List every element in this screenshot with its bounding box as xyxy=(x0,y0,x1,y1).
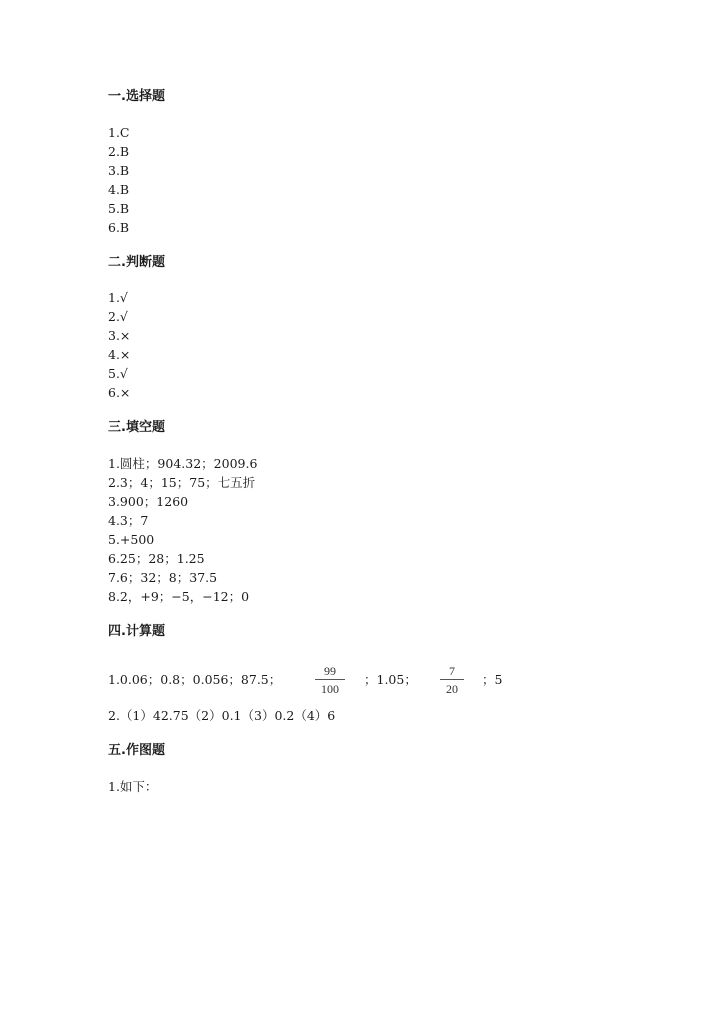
answer-line: 6.× xyxy=(108,385,131,400)
answer-line: 5.+500 xyxy=(108,532,155,547)
answer-line: 1.C xyxy=(108,125,130,140)
calc-line-2: 2.（1）42.75（2）0.1（3）0.2（4）6 xyxy=(108,708,336,723)
section-heading-judgement: 二.判断题 xyxy=(108,255,165,270)
section-heading-calculation: 四.计算题 xyxy=(108,624,165,639)
section-heading-fill-blank: 三.填空题 xyxy=(108,420,165,435)
answer-line: 5.√ xyxy=(108,366,128,381)
answer-line: 1.圆柱；904.32；2009.6 xyxy=(108,456,258,471)
calc-line-1-part3: ；5 xyxy=(482,672,503,687)
calc-line-1-part1: 1.0.06；0.8；0.056；87.5； xyxy=(108,672,282,687)
answer-line: 2.√ xyxy=(108,309,128,324)
answer-line: 4.B xyxy=(108,182,130,197)
answer-line: 7.6；32；8；37.5 xyxy=(108,570,218,585)
answer-line: 3.B xyxy=(108,163,130,178)
fraction-numerator: 7 xyxy=(449,664,455,678)
answer-line: 1.√ xyxy=(108,290,128,305)
fraction-7-20 xyxy=(440,664,464,696)
fraction-99-100 xyxy=(315,664,345,696)
answer-line: 3.× xyxy=(108,328,131,343)
answer-line: 5.B xyxy=(108,201,130,216)
answer-line: 3.900；1260 xyxy=(108,494,189,509)
fraction-denominator: 100 xyxy=(321,682,339,696)
fraction-bar xyxy=(440,679,464,680)
answer-line: 2.3；4；15；75；七五折 xyxy=(108,475,256,490)
fraction-numerator: 99 xyxy=(324,664,336,678)
answer-line: 6.25；28；1.25 xyxy=(108,551,205,566)
answer-line: 4.3；7 xyxy=(108,513,149,528)
answer-line: 1.如下： xyxy=(108,779,158,794)
answer-line: 2.B xyxy=(108,144,130,159)
section-heading-drawing: 五.作图题 xyxy=(108,743,165,758)
answer-line: 4.× xyxy=(108,347,131,362)
answer-line: 6.B xyxy=(108,220,130,235)
fraction-bar xyxy=(315,679,345,680)
answer-line: 8.2，+9；−5，−12；0 xyxy=(108,589,250,604)
calc-line-1-part2: ；1.05； xyxy=(364,672,417,687)
fraction-denominator: 20 xyxy=(446,682,458,696)
section-heading-choice: 一.选择题 xyxy=(108,89,165,104)
